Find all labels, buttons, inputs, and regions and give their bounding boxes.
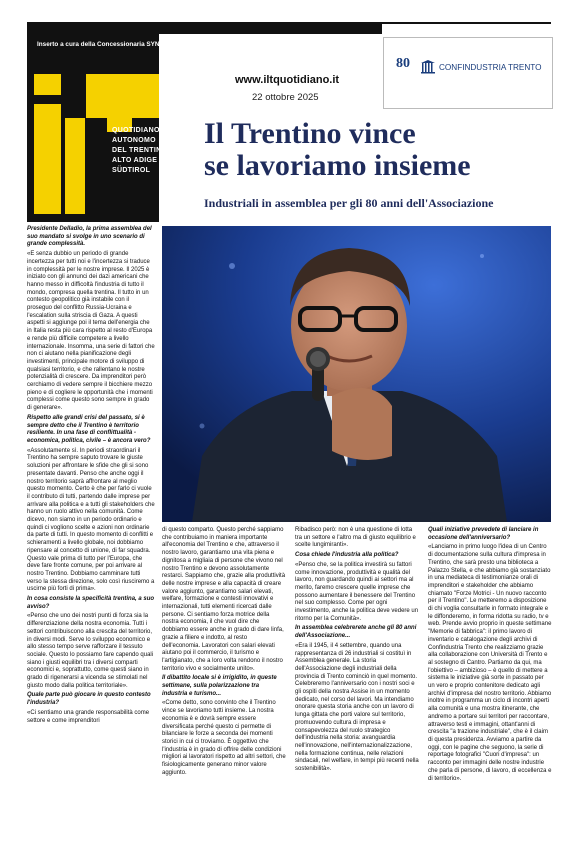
- interview-question: In assemblea celebrerete anche gli 80 anni dell'Associazione...: [295, 625, 417, 640]
- website-link[interactable]: www.iltquotidiano.it: [235, 74, 340, 86]
- speaker-photo: [162, 226, 551, 522]
- masthead-line: ALTO ADIGE /: [112, 157, 162, 164]
- interview-answer: «Lanciamo in primo luogo l'idea di un Centro di documentazione sulla cultura d'impresa in Trentino, che sarà presto una biblioteca a Palazzo Stella, e che abbiamo già sostanziato in una mediateca di testimonianze orali di imprenditori e stakeholder che abbiamo chiamato "Forze Motrici - Un nuovo racconto per il Trentino". Le metteremo a disposizione di chi voglia consultarle in formato integrale e le diffonderemo, in forma ridotta su radio, tv e web. Prende avvio proprio in queste settimane "Memorie di fabbrica": il primo lavoro di inventario e catalogazione degli archivi di Confindustria Trento che realizziamo grazie alla collaborazione con Università di Trento e al sostegno di Cantro. Partiamo da qui, ma l'obiettivo – ambizioso – è quello di mettere a sistema le iniziative già sorte in passato per un vero e proprio contenitore dedicato agli archivi d'impresa del nostro territorio. Abbiamo inoltre in programma un ciclo di incontri aperti alla comunità e una mostra itinerante, che andremo a portare sui territori per raccontare, attraverso testi e immagini, ottant'anni di crescita "a trazione industriale", che è il claim di questa presidenza. Avviamo a partire da oggi, con le pagine che seguono, la serie di reportage fotografici "Cuori d'impresa": un racconto per immagini delle nostre industrie che parla di persone, di lavoro, di eccellenza e di territorio».: [428, 544, 552, 782]
- interview-answer: «Era il 1945, il 4 settembre, quando una rappresentanza di 26 industriali si costituì in Assemblea generale. La storia dell'Associazione degli industriali della provincia di Trento cominciò in quel momento. Celebreremo l'anniversario con i nostri soci e gli ospiti della nostra Assise in un momento dedicato, nel corso del lavori. Ma intendiamo onorare questa storia anche con un lavoro di lunga gittata che porti valore sul territorio, promuovendo cultura di impresa e consapevolezza del ruolo strategico dell'industria nella storia: avanguardia nell'innovazione, nell'internazionalizzazione, nella formazione continua, nelle relazioni sindacali, nel welfare, in tempi più recenti nella sostenibilità».: [295, 642, 419, 773]
- logo-i-dot: [34, 74, 61, 95]
- logo-l: [65, 118, 85, 214]
- anniversary-mark: 80: [396, 56, 410, 71]
- insert-note: Inserto a cura della Concessionaria SYNTHESIS pubblicità: [37, 41, 215, 48]
- interview-answer: «Penso che uno dei nostri punti di forza sia la differenziazione della nostra economia. Tutti i settori contribuiscono alla crescita del territorio, in diversi modi. Serve lo sviluppo economico e allo stesso tempo serve rafforzare il tessuto sociale. Questo lo possiamo fare capendo quali siano i giusti equilibri tra i diversi comparti economici e, soprattutto, come questi siano in grado di rigenerarsi a vicenda se stimolati nel giusto modo dalla politica territoriale».: [27, 613, 154, 689]
- headline: [204, 118, 544, 182]
- interview-answer: «Come detto, sono convinto che il Trentino vince se lavoriamo tutti insieme. La nostra economia è e dovrà sempre essere diversificata perché questo ci permette di bilanciare le forze a seconda dei momenti storici in cui ci troviamo. È oggettivo che l'industria è in grado di offrire delle condizioni migliori ai lavoratori rispetto ad altri settori, che fisiologicamente generano minor valore aggiunto.: [162, 700, 286, 776]
- confindustria-logo-icon: [420, 59, 436, 75]
- headline-line: se lavoriamo insieme: [204, 149, 471, 182]
- interview-answer: «Ci sentiamo una grande responsabilità come settore e come imprenditori: [27, 709, 150, 724]
- interview-answer: Ribadisco però: non è una questione di lotta tra un settore e l'altro ma di giusto equilibrio e scelte lungimiranti».: [295, 527, 416, 549]
- masthead-line: QUOTIDIANO: [112, 127, 160, 134]
- interview-question: Presidente Delladio, la prima assemblea del suo mandato si svolge in uno scenario di grande complessità.: [27, 226, 152, 248]
- logo-i-stem: [34, 104, 61, 214]
- interview-question: Cosa chiede l'industria alla politica?: [295, 552, 399, 559]
- masthead-line: AUTONOMO: [112, 137, 156, 144]
- interview-answer: «E senza dubbio un periodo di grande incertezza per tutti noi e l'incertezza si traduce in complessità per le nostre imprese. Il 2025 è iniziato con gli annunci dei dazi americani che hanno messo in difficoltà l'industria di tutto il mondo, compresa quella trentina. Il tutto in un contesto geopolitico già instabile con il proseguo del conflitto Russia-Ucraina e l'escalation sulla striscia di Gaza. A questi aspetti si aggiunge poi il tema dell'energia che in Italia resta più cara rispetto al resto d'Europa e rende più difficile competere a livello internazionale. Insomma, una serie di fattori che non ci aiutano nella pianificazione degli investimenti, principale motore di sviluppo di qualsiasi territorio, e che rallentano le nostre potenzialità di crescere. Da imprenditori però cerchiamo di vedere sempre il bicchiere mezzo pieno e di cogliere le opportunità che i momenti complessi come questo sono sempre in grado di generare».: [27, 251, 155, 412]
- masthead-block: [27, 24, 215, 222]
- masthead-line: DEL TRENTINO: [112, 147, 168, 154]
- issue-date: 22 ottobre 2025: [252, 92, 319, 103]
- speaker-illustration: [162, 226, 551, 522]
- interview-answer: «Assolutamente sì. In periodi straordinari il Trentino ha sempre saputo trovare le giuste soluzioni per affrontare le sfide che gli si sono presentate davanti. Penso che anche oggi il nostro territorio saprà affrontare al meglio questo momento. Certo è che per farlo ci vuole il contributo di tutti, partendo dalle imprese per arrivare alla politica e a tutti gli stakeholders che hanno un ruolo attivo nella comunità. Come dicevo, non siamo in un periodo ordinario e quindi ci vogliono scelte e azioni non ordinarie da parte di tutti. In questo momento di conflitti e schieramenti a livello globale, noi dobbiamo ripensare al concetto di unione, di far squadra. Questo vale prima di tutto per l'Europa, che deve fare fronte comune, per poi arrivare al nostro Trentino. Dobbiamo camminare tutti verso la stessa direzione, solo così riusciremo a uscirne più forti di prima».: [27, 447, 155, 593]
- article-column-4: [428, 527, 552, 785]
- subheadline: Industriali in assemblea per gli 80 anni dell'Associazione: [204, 196, 494, 210]
- sponsor-box: [383, 37, 553, 109]
- article-column-3: [295, 527, 419, 776]
- interview-question: Quale parte può giocare in questo contesto l'industria?: [27, 692, 151, 707]
- interview-answer: «Penso che, se la politica investirà su fattori come innovazione, produttività e qualità del lavoro, non guardando quindi ai settori ma al merito, faremo crescere quelle imprese che possono aumentare il benessere del Trentino nel suo complesso. Come per ogni investimento, anche la politica deve vedere un ritorno per la Comunità».: [295, 561, 419, 622]
- article-column-2: [162, 527, 286, 780]
- interview-question: In cosa consiste la specificità trentina, a suo avviso?: [27, 596, 155, 610]
- brand-band: [159, 24, 382, 34]
- interview-question: Quali iniziative prevedete di lanciare in occasione dell'anniversario?: [428, 527, 539, 541]
- sponsor-name: CONFINDUSTRIA TRENTO: [439, 63, 542, 72]
- logo-t-bar: [86, 74, 159, 118]
- masthead-line: SÜDTIROL: [112, 167, 151, 174]
- article-column-1: [27, 226, 155, 727]
- interview-question: Il dibattito locale si è irrigidito, in queste settimane, sulla polarizzazione tra industria e turismo...: [162, 675, 277, 697]
- interview-question: Rispetto alle grandi crisi del passato, si è sempre detto che il Trentino è territorio resiliente. In una fase di conflittualità - economica, politica, civile – è ancora vero?: [27, 414, 151, 444]
- interview-answer: di questo comparto. Questo perché sappiamo che contribuiamo in maniera importante all'economia del Trentino e che, attraverso il nostro lavoro, garantiamo una vita piena e dignitosa a migliaia di persone che vivono nel nostro Trentino e devono assolutamente restarci. Sappiamo che, grazie alla produttività delle nostre imprese e alla capacità di creare valore aggiunto, garantiamo salari elevati, welfare, formazione e contesti innovativi e internazionali, tutti elementi ricercati dalle persone. Ci sentiamo forza motrice della nostra economia, il che vuol dire che dobbiamo essere anche in grado di dare linfa, grazie a filiere e indotto, al resto dell'economia. Lavoratori con salari elevati aiutano poi il commercio, il turismo e l'artigianato, che a loro volta rendono il nostro territorio vivo e socialmente unito».: [162, 527, 286, 672]
- masthead-tagline: [112, 126, 168, 176]
- headline-line: Il Trentino vince: [204, 117, 416, 150]
